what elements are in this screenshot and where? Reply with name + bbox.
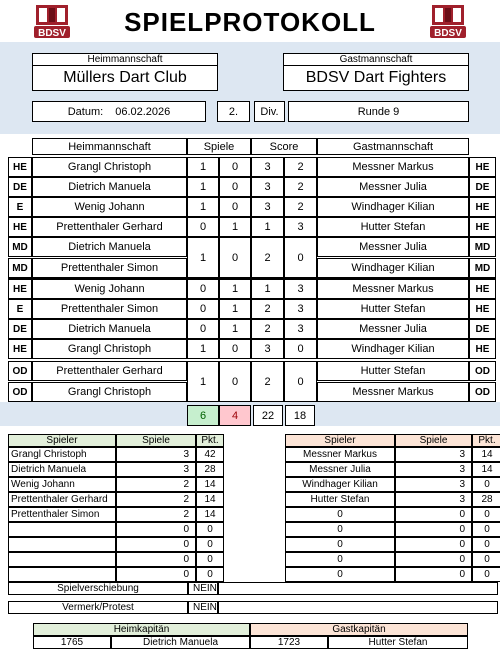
guest-player-name: Messner Julia — [317, 319, 469, 339]
stats-player-games: 3 — [116, 447, 196, 462]
games-guest: 1 — [219, 299, 251, 319]
stats-player-games: 3 — [395, 477, 472, 492]
games-guest: 0 — [219, 361, 251, 402]
games-home: 0 — [187, 217, 219, 237]
guest-player-name: Messner Julia — [317, 177, 469, 197]
games-home: 1 — [187, 339, 219, 359]
games-home: 1 — [187, 237, 219, 278]
home-player-name: Wenig Johann — [32, 197, 187, 217]
guest-player-name: Hutter Stefan — [317, 361, 469, 381]
stats-player-name: Hutter Stefan — [285, 492, 395, 507]
logo-left — [32, 4, 72, 40]
guest-captain-label: Gastkapitän — [250, 623, 468, 636]
score-guest: 3 — [284, 299, 317, 319]
stats-player-games: 0 — [395, 522, 472, 537]
header-guest: Gastmannschaft — [317, 138, 469, 155]
total-games-guest: 4 — [219, 405, 251, 426]
score-guest: 2 — [284, 197, 317, 217]
home-captain-label: Heimkapitän — [33, 623, 250, 636]
match-type-home: HE — [8, 339, 32, 359]
score-home: 1 — [251, 279, 284, 299]
stats-player-name: Messner Markus — [285, 447, 395, 462]
date-label: Datum: — [67, 105, 104, 118]
score-home: 2 — [251, 299, 284, 319]
match-type-home: E — [8, 299, 32, 319]
division-number: 2. — [217, 101, 250, 122]
score-home: 2 — [251, 237, 284, 278]
stats-player-pts: 14 — [196, 507, 224, 522]
games-guest: 1 — [219, 319, 251, 339]
match-type-home: MD — [8, 237, 32, 257]
stats-player-name: 0 — [285, 537, 395, 552]
games-home: 0 — [187, 279, 219, 299]
guest-player-name: Messner Julia — [317, 237, 469, 257]
match-type-home: MD — [8, 258, 32, 278]
score-home: 3 — [251, 177, 284, 197]
logo-text: BDSV — [38, 28, 66, 39]
home-team-name: Müllers Dart Club — [32, 65, 218, 91]
stats-header-pts: Pkt. — [472, 434, 500, 447]
stats-header-player: Spieler — [285, 434, 395, 447]
score-home: 2 — [251, 361, 284, 402]
stats-player-pts: 0 — [472, 507, 500, 522]
total-score-home: 22 — [253, 405, 283, 426]
match-type-guest: OD — [469, 382, 496, 402]
stats-player-name — [8, 522, 116, 537]
home-player-name: Prettenthaler Simon — [32, 299, 187, 319]
stats-player-pts: 28 — [196, 462, 224, 477]
page-title: SPIELPROTOKOLL — [124, 6, 376, 37]
stats-player-games: 2 — [116, 477, 196, 492]
stats-player-games: 0 — [395, 537, 472, 552]
date-field — [32, 101, 206, 122]
score-guest: 2 — [284, 157, 317, 177]
guest-player-name: Messner Markus — [317, 157, 469, 177]
stats-player-games: 3 — [395, 462, 472, 477]
match-type-home: OD — [8, 361, 32, 381]
games-home: 1 — [187, 197, 219, 217]
stats-player-games: 0 — [395, 552, 472, 567]
stats-player-name: Windhager Kilian — [285, 477, 395, 492]
match-type-guest: HE — [469, 157, 496, 177]
home-player-name: Wenig Johann — [32, 279, 187, 299]
games-home: 1 — [187, 157, 219, 177]
games-guest: 0 — [219, 157, 251, 177]
stats-player-name: 0 — [285, 522, 395, 537]
guest-player-name: Hutter Stefan — [317, 217, 469, 237]
score-home: 3 — [251, 197, 284, 217]
dartboard-logo-icon — [428, 4, 468, 40]
score-home: 3 — [251, 339, 284, 359]
dartboard-logo-icon — [32, 4, 72, 40]
stats-player-pts: 14 — [196, 477, 224, 492]
match-type-guest: DE — [469, 319, 496, 339]
games-guest: 0 — [219, 237, 251, 278]
games-home: 0 — [187, 319, 219, 339]
stats-player-games: 3 — [116, 462, 196, 477]
stats-player-name: Messner Julia — [285, 462, 395, 477]
stats-player-name: Wenig Johann — [8, 477, 116, 492]
home-player-name: Prettenthaler Gerhard — [32, 361, 187, 381]
games-home: 0 — [187, 299, 219, 319]
stats-player-pts: 0 — [196, 537, 224, 552]
stats-header-games: Spiele — [395, 434, 472, 447]
match-type-home: HE — [8, 279, 32, 299]
stats-player-games: 0 — [395, 567, 472, 582]
postpone-value: NEIN — [188, 582, 218, 595]
match-type-home: HE — [8, 157, 32, 177]
match-type-guest: MD — [469, 258, 496, 278]
match-type-guest: HE — [469, 339, 496, 359]
score-home: 1 — [251, 217, 284, 237]
match-type-guest: HE — [469, 279, 496, 299]
total-score-guest: 18 — [285, 405, 315, 426]
score-guest: 2 — [284, 177, 317, 197]
score-guest: 3 — [284, 217, 317, 237]
stats-player-name: Prettenthaler Gerhard — [8, 492, 116, 507]
games-guest: 0 — [219, 339, 251, 359]
home-player-name: Prettenthaler Gerhard — [32, 217, 187, 237]
stats-player-pts: 0 — [472, 567, 500, 582]
match-type-home: DE — [8, 177, 32, 197]
home-player-name: Dietrich Manuela — [32, 177, 187, 197]
stats-player-name — [8, 567, 116, 582]
stats-player-games: 2 — [116, 507, 196, 522]
games-home: 1 — [187, 361, 219, 402]
score-home: 2 — [251, 319, 284, 339]
guest-player-name: Windhager Kilian — [317, 197, 469, 217]
stats-player-games: 0 — [116, 567, 196, 582]
guest-team-name: BDSV Dart Fighters — [283, 65, 469, 91]
home-player-name: Grangl Christoph — [32, 339, 187, 359]
stats-header-player: Spieler — [8, 434, 116, 447]
stats-player-name: 0 — [285, 507, 395, 522]
stats-player-pts: 42 — [196, 447, 224, 462]
stats-player-name — [8, 552, 116, 567]
division-label: Div. — [254, 101, 285, 122]
protest-value: NEIN — [188, 601, 218, 614]
protest-notes — [218, 601, 498, 614]
score-guest: 0 — [284, 361, 317, 402]
stats-player-pts: 0 — [196, 567, 224, 582]
stats-player-name: 0 — [285, 567, 395, 582]
games-guest: 0 — [219, 177, 251, 197]
match-type-home: HE — [8, 217, 32, 237]
guest-player-name: Messner Markus — [317, 382, 469, 402]
home-player-name: Dietrich Manuela — [32, 319, 187, 339]
match-type-guest: MD — [469, 237, 496, 257]
home-captain-name: Dietrich Manuela — [111, 636, 250, 649]
stats-player-pts: 14 — [472, 462, 500, 477]
stats-player-games: 3 — [395, 492, 472, 507]
home-team-label: Heimmannschaft — [32, 53, 218, 65]
stats-header-games: Spiele — [116, 434, 196, 447]
stats-player-pts: 14 — [196, 492, 224, 507]
stats-player-name: Grangl Christoph — [8, 447, 116, 462]
stats-player-pts: 14 — [472, 447, 500, 462]
score-home: 3 — [251, 157, 284, 177]
header-score: Score — [251, 138, 317, 155]
guest-team-label: Gastmannschaft — [283, 53, 469, 65]
score-guest: 0 — [284, 237, 317, 278]
round-field: Runde 9 — [288, 101, 469, 122]
guest-player-name: Hutter Stefan — [317, 299, 469, 319]
stats-header-pts: Pkt. — [196, 434, 224, 447]
postpone-label: Spielverschiebung — [8, 582, 188, 595]
match-type-home: DE — [8, 319, 32, 339]
stats-player-games: 0 — [116, 537, 196, 552]
home-player-name: Prettenthaler Simon — [32, 258, 187, 278]
games-home: 1 — [187, 177, 219, 197]
match-type-home: E — [8, 197, 32, 217]
home-player-name: Grangl Christoph — [32, 157, 187, 177]
match-type-home: OD — [8, 382, 32, 402]
stats-player-name: Prettenthaler Simon — [8, 507, 116, 522]
stats-player-pts: 0 — [196, 552, 224, 567]
guest-player-name: Messner Markus — [317, 279, 469, 299]
header-games: Spiele — [187, 138, 251, 155]
match-type-guest: HE — [469, 217, 496, 237]
stats-player-games: 0 — [395, 507, 472, 522]
stats-player-pts: 0 — [472, 552, 500, 567]
protest-label: Vermerk/Protest — [8, 601, 188, 614]
guest-captain-id: 1723 — [250, 636, 328, 649]
block-separator — [8, 278, 496, 280]
games-guest: 1 — [219, 217, 251, 237]
total-games-home: 6 — [187, 405, 219, 426]
guest-captain-name: Hutter Stefan — [328, 636, 468, 649]
stats-player-games: 0 — [116, 522, 196, 537]
home-player-name: Dietrich Manuela — [32, 237, 187, 257]
guest-player-name: Windhager Kilian — [317, 258, 469, 278]
guest-player-name: Windhager Kilian — [317, 339, 469, 359]
match-type-guest: OD — [469, 361, 496, 381]
header-home: Heimmannschaft — [32, 138, 187, 155]
match-type-guest: HE — [469, 197, 496, 217]
logo-right — [428, 4, 468, 40]
stats-player-games: 0 — [116, 552, 196, 567]
score-guest: 3 — [284, 279, 317, 299]
games-guest: 1 — [219, 279, 251, 299]
stats-player-name — [8, 537, 116, 552]
logo-text: BDSV — [434, 28, 462, 39]
score-guest: 0 — [284, 339, 317, 359]
stats-player-pts: 0 — [472, 522, 500, 537]
games-guest: 0 — [219, 197, 251, 217]
match-type-guest: HE — [469, 299, 496, 319]
stats-player-name: Dietrich Manuela — [8, 462, 116, 477]
home-player-name: Grangl Christoph — [32, 382, 187, 402]
stats-player-pts: 0 — [472, 477, 500, 492]
stats-player-pts: 0 — [196, 522, 224, 537]
stats-player-pts: 28 — [472, 492, 500, 507]
match-type-guest: DE — [469, 177, 496, 197]
stats-player-pts: 0 — [472, 537, 500, 552]
date-value: 06.02.2026 — [115, 105, 171, 118]
home-captain-id: 1765 — [33, 636, 111, 649]
stats-player-games: 2 — [116, 492, 196, 507]
postpone-notes — [218, 582, 498, 595]
score-guest: 3 — [284, 319, 317, 339]
stats-player-games: 3 — [395, 447, 472, 462]
stats-player-name: 0 — [285, 552, 395, 567]
